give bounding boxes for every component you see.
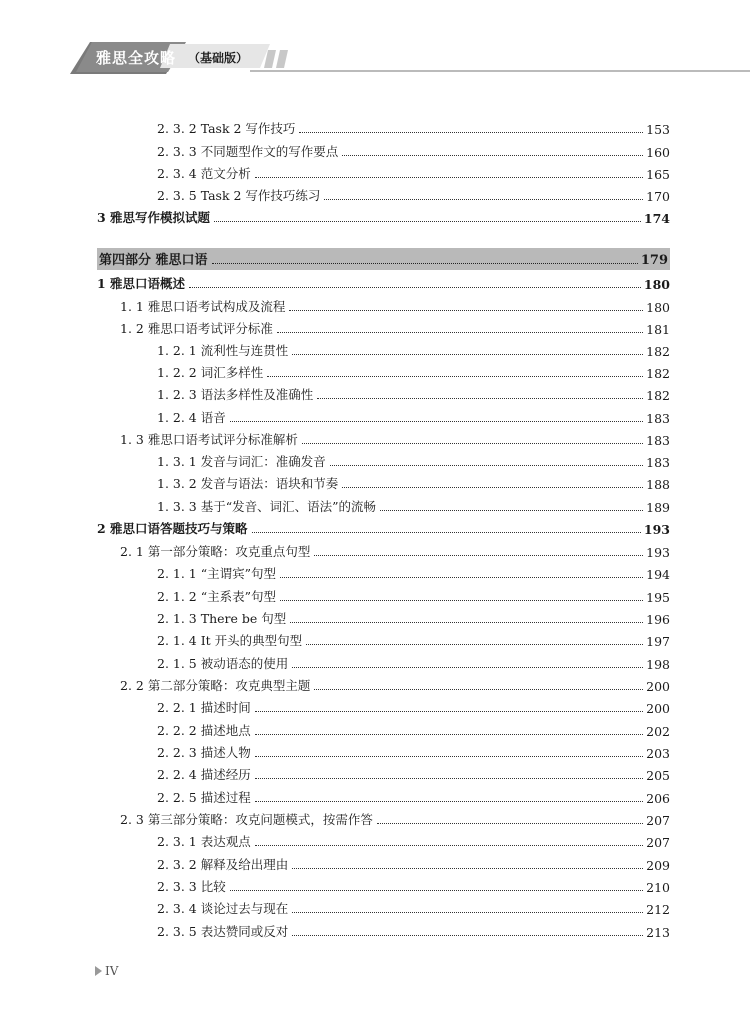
toc-entry-page: 180 (646, 300, 670, 315)
toc-entry[interactable] (0, 828, 750, 850)
dot-leader (252, 532, 641, 533)
toc-entry-title: 2. 1. 4 It 开头的典型句型 (157, 633, 303, 648)
dot-leader (212, 263, 638, 264)
toc-entry[interactable] (0, 204, 750, 226)
dot-leader (214, 221, 641, 222)
toc-entry-title: 1. 2. 1 流利性与连贯性 (157, 343, 289, 358)
toc-entry-title: 2. 2. 4 描述经历 (157, 767, 251, 782)
book-title: 雅思全攻略 (96, 49, 177, 67)
toc-entry-title: 2. 2. 5 描述过程 (157, 790, 251, 805)
dot-leader (277, 332, 643, 333)
toc-entry-page: 165 (646, 167, 670, 182)
triangle-marker-icon (95, 966, 102, 976)
toc-entry[interactable] (0, 115, 750, 137)
toc-entry[interactable] (0, 560, 750, 582)
dot-leader (302, 443, 643, 444)
dot-leader (230, 890, 643, 891)
toc-entry-title: 2. 2. 1 描述时间 (157, 700, 251, 715)
toc-entry[interactable] (0, 515, 750, 537)
toc-entry-title: 1 雅思口语概述 (97, 276, 186, 291)
toc-entry-page: 182 (646, 366, 670, 381)
toc-entry-page: 188 (646, 477, 670, 492)
dot-leader (299, 132, 643, 133)
toc-entry-page: 174 (643, 211, 670, 226)
toc-entry-page: 212 (646, 902, 670, 917)
dot-leader (292, 912, 643, 913)
dot-leader (255, 845, 643, 846)
toc-entry-page: 193 (646, 545, 670, 560)
toc-entry[interactable] (0, 717, 750, 739)
dot-leader (377, 823, 643, 824)
dot-leader (306, 644, 643, 645)
dot-leader (330, 465, 643, 466)
toc-entry[interactable] (0, 583, 750, 605)
toc-entry-title: 2. 3. 4 范文分析 (157, 166, 251, 181)
toc-entry[interactable] (0, 806, 750, 828)
toc-section-heading[interactable] (97, 248, 670, 270)
toc-entry-page: 182 (646, 388, 670, 403)
toc-entry-page: 183 (646, 433, 670, 448)
toc-entry-title: 1. 2 雅思口语考试评分标准 (120, 321, 273, 336)
toc-entry-page: 202 (646, 724, 670, 739)
dot-leader (292, 868, 643, 869)
toc-entry[interactable] (0, 270, 750, 292)
dot-leader (255, 756, 643, 757)
dot-leader (255, 778, 643, 779)
toc-entry-page: 182 (646, 344, 670, 359)
dot-leader (230, 421, 643, 422)
toc-entry-title: 2. 2 第二部分策略：攻克典型主题 (120, 678, 311, 693)
dot-leader (292, 667, 643, 668)
dot-leader (324, 199, 643, 200)
toc-entry-page: 196 (646, 612, 670, 627)
toc-entry-page: 193 (643, 522, 670, 537)
dot-leader (380, 510, 643, 511)
toc-entry-title: 2. 1. 2 “主系表”句型 (157, 589, 277, 604)
toc-entry-page: 197 (646, 634, 670, 649)
toc-entry-page: 195 (646, 590, 670, 605)
dot-leader (255, 177, 643, 178)
toc-entry-page: 181 (646, 322, 670, 337)
toc-entry[interactable] (0, 404, 750, 426)
toc-entry[interactable] (0, 182, 750, 204)
toc-entry-title: 2. 1. 1 “主谓宾”句型 (157, 566, 277, 581)
toc-entry-title: 1. 2. 2 词汇多样性 (157, 365, 264, 380)
toc-entry[interactable] (0, 337, 750, 359)
toc-entry-title: 2. 1. 3 There be 句型 (157, 611, 287, 626)
toc-entry-title: 2. 3. 5 Task 2 写作技巧练习 (157, 188, 321, 203)
toc-entry-page: 200 (646, 701, 670, 716)
toc-entry-page: 170 (646, 189, 670, 204)
toc-entry[interactable] (0, 739, 750, 761)
dot-leader (280, 577, 643, 578)
toc-entry-page: 160 (646, 145, 670, 160)
toc-entry-title: 第四部分 雅思口语 (99, 253, 208, 268)
dot-leader (314, 555, 643, 556)
toc-entry[interactable] (0, 138, 750, 160)
toc-entry[interactable] (0, 448, 750, 470)
toc-entry-title: 2. 3. 2 解释及给出理由 (157, 857, 289, 872)
toc-entry-title: 3 雅思写作模拟试题 (97, 210, 211, 225)
toc-entry-page: 198 (646, 657, 670, 672)
toc-entry-title: 1. 3. 3 基于“发音、词汇、语法”的流畅 (157, 499, 377, 514)
toc-entry-title: 2. 3. 2 Task 2 写作技巧 (157, 121, 296, 136)
dot-leader (255, 734, 643, 735)
toc-entry[interactable] (0, 359, 750, 381)
dot-leader (290, 622, 643, 623)
toc-entry-title: 2. 3. 1 表达观点 (157, 834, 251, 849)
toc-entry-page: 203 (646, 746, 670, 761)
toc-entry-page: 183 (646, 411, 670, 426)
dot-leader (267, 376, 643, 377)
dot-leader (292, 935, 643, 936)
dot-leader (280, 600, 643, 601)
toc-entry[interactable] (0, 895, 750, 917)
toc-entry[interactable] (0, 672, 750, 694)
dot-leader (255, 711, 643, 712)
toc-entry-page: 200 (646, 679, 670, 694)
toc-entry-page: 183 (646, 455, 670, 470)
toc-entry-title: 2. 3. 4 谈论过去与现在 (157, 901, 289, 916)
toc-entry-title: 1. 2. 4 语音 (157, 410, 226, 425)
running-header (0, 38, 750, 78)
toc-entry-page: 210 (646, 880, 670, 895)
toc-entry-page: 153 (646, 122, 670, 137)
toc-entry-title: 2. 2. 3 描述人物 (157, 745, 251, 760)
toc-entry[interactable] (0, 918, 750, 940)
dot-leader (289, 310, 643, 311)
toc-entry[interactable] (0, 426, 750, 448)
toc-entry-title: 2. 3. 5 表达赞同或反对 (157, 924, 289, 939)
toc-entry[interactable] (0, 873, 750, 895)
dot-leader (342, 155, 643, 156)
toc-entry-page: 213 (646, 925, 670, 940)
toc-entry-title: 1. 3. 1 发音与词汇：准确发音 (157, 454, 326, 469)
toc-entry-title: 1. 3. 2 发音与语法：语块和节奏 (157, 476, 339, 491)
toc-entry[interactable] (0, 784, 750, 806)
dot-leader (342, 487, 643, 488)
dot-leader (189, 287, 641, 288)
toc-entry-title: 1. 3 雅思口语考试评分标准解析 (120, 432, 298, 447)
toc-entry-page: 207 (646, 813, 670, 828)
toc-entry[interactable] (0, 538, 750, 560)
toc-entry[interactable] (0, 694, 750, 716)
toc-entry-page: 209 (646, 858, 670, 873)
toc-entry-page: 205 (646, 768, 670, 783)
toc-entry-title: 2. 3. 3 比较 (157, 879, 226, 894)
toc-entry-title: 2. 1. 5 被动语态的使用 (157, 656, 289, 671)
toc-entry[interactable] (0, 381, 750, 403)
toc-entry[interactable] (0, 650, 750, 672)
dot-leader (314, 689, 643, 690)
toc-entry[interactable] (0, 627, 750, 649)
book-edition: （基础版） (188, 51, 249, 65)
toc-entry[interactable] (0, 761, 750, 783)
toc-entry-title: 1. 2. 3 语法多样性及准确性 (157, 387, 314, 402)
toc-entry[interactable] (0, 605, 750, 627)
toc-entry[interactable] (0, 160, 750, 182)
toc-entry[interactable] (0, 470, 750, 492)
dot-leader (255, 801, 643, 802)
dot-leader (292, 354, 643, 355)
toc-entry[interactable] (0, 851, 750, 873)
toc-entry-page: 189 (646, 500, 670, 515)
toc-entry-title: 2. 3 第三部分策略：攻克问题模式，按需作答 (120, 812, 373, 827)
toc-entry-page: 194 (646, 567, 670, 582)
toc-entry-page: 207 (646, 835, 670, 850)
toc-entry-page: 180 (643, 277, 670, 292)
toc-entry-title: 2. 1 第一部分策略：攻克重点句型 (120, 544, 311, 559)
dot-leader (317, 398, 643, 399)
page-number: IV (105, 964, 119, 978)
toc-entry-page: 206 (646, 791, 670, 806)
page-footer (95, 964, 118, 978)
toc-entry-title: 2. 2. 2 描述地点 (157, 723, 251, 738)
toc-entry[interactable] (0, 493, 750, 515)
toc-entry[interactable] (0, 293, 750, 315)
toc-entry-title: 2 雅思口语答题技巧与策略 (97, 521, 248, 536)
toc-entry[interactable] (0, 315, 750, 337)
toc-entry-title: 2. 3. 3 不同题型作文的写作要点 (157, 144, 339, 159)
toc-entry-title: 1. 1 雅思口语考试构成及流程 (120, 299, 286, 314)
toc-entry-page: 179 (640, 253, 668, 268)
